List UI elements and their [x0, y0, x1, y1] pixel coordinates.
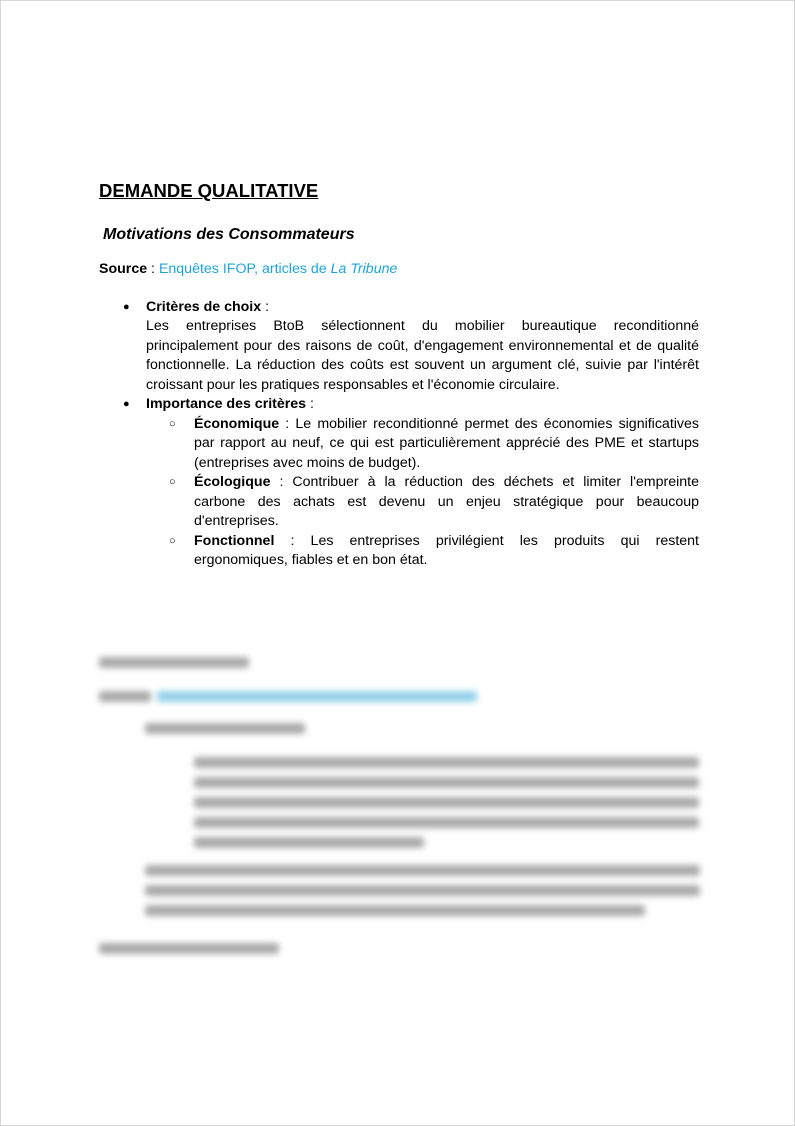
blurred-line	[194, 777, 699, 788]
source-separator: :	[147, 261, 159, 277]
blurred-line	[194, 817, 699, 828]
criteria-list	[99, 298, 699, 571]
source-label: Source	[99, 261, 148, 277]
section-subheading: Motivations des Consommateurs	[103, 226, 355, 243]
sub-text: : Contribuer à la réduction des déchets et limiter l'empreinte carbone des achats est devenu un enjeu stratégique pour beaucoup d'entreprises.	[194, 474, 699, 529]
blurred-line	[145, 865, 700, 876]
sub-title: Économique	[194, 415, 280, 432]
blurred-line	[145, 885, 700, 896]
list-item	[146, 298, 699, 396]
blurred-source-line	[99, 691, 699, 711]
sublist-item	[194, 473, 699, 532]
criteria-sublist	[146, 415, 699, 571]
sub-title: Fonctionnel	[194, 532, 275, 549]
source-link[interactable]	[159, 261, 397, 277]
source-line	[99, 260, 699, 280]
source-link-text: Enquêtes IFOP, articles de	[158, 261, 331, 277]
blurred-content	[99, 657, 699, 963]
sub-text: : Les entreprises privilégient les produits qui restent ergonomiques, fiables et en bon état.	[194, 532, 699, 568]
document-content	[99, 179, 699, 571]
section-heading: DEMANDE QUALITATIVE	[99, 180, 319, 201]
bullet-body: Les entreprises BtoB sélectionnent du mobilier bureautique reconditionné principalement pour des raisons de coût, d'engagement environnemental et de qualité fonctionnelle. La réduction des coûts est souvent un argument clé, suivie par l'intérêt croissant pour les pratiques responsables et l'économie circulaire.	[146, 318, 699, 393]
blurred-line	[99, 657, 249, 668]
bullet-suffix: :	[306, 396, 314, 412]
bullet-title: Importance des critères	[146, 396, 307, 412]
sublist-item	[194, 532, 699, 571]
source-link-italic: La Tribune	[330, 261, 398, 277]
sub-text: : Le mobilier reconditionné permet des économies significatives par rapport au neuf, ce qui est particulièrement apprécié des PME et startups (entreprises avec moins de budget).	[194, 415, 699, 471]
list-item	[146, 395, 699, 571]
blurred-line	[99, 943, 279, 954]
blurred-line	[194, 837, 424, 848]
blurred-line	[145, 723, 305, 734]
bullet-title: Critères de choix	[146, 298, 262, 315]
bullet-suffix: :	[261, 298, 270, 315]
sub-title: Écologique	[194, 474, 271, 490]
blurred-line	[194, 757, 699, 768]
blurred-line	[194, 797, 699, 808]
sublist-item	[194, 415, 699, 474]
blurred-line	[145, 905, 645, 916]
